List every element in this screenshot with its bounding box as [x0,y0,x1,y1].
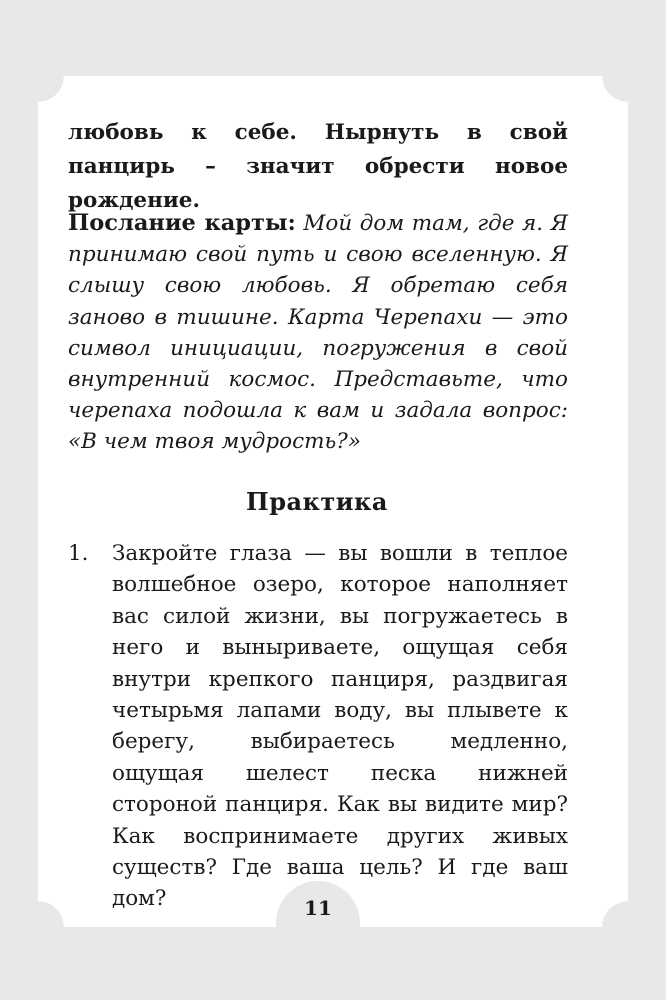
card-message-body: Мой дом там, где я. Я принимаю свой путь и свою вселенную. Я слышу свою любовь. Я обретаю себя заново в тишине. Карта Черепахи — это символ инициации, погружения в свой внутренний космос. Представьте, что черепаха подошла к вам и задала вопрос: «В чем твоя мудрость?» [68,211,568,455]
list-item-number: 1. [68,541,89,566]
page-number: 11 [304,896,332,920]
practice-list [68,538,568,915]
list-item-text: Закройте глаза — вы вошли в теплое волшебное озеро, которое наполняет вас силой жизни, вы погружаетесь в него и выныриваете, ощущая себя внутри крепкого панциря, раздвигая четырьмя лапами воду, вы плывете к берегу, выбираетесь медленно, ощущая шелест песка нижней стороной панциря. Как вы видите мир? Как воспринимаете других живых существ? Где ваша цель? И где ваш дом? [112,541,568,912]
section-title: Практика [246,487,388,516]
page-number-badge [276,881,360,965]
card-message-paragraph [68,208,568,458]
lead-text: любовь к себе. Нырнуть в свой панцирь – значит обрести новое рождение. [68,120,568,213]
card-message-label: Послание карты [68,210,288,236]
card-message-colon: : [287,210,296,236]
list-item [68,538,568,915]
lead-paragraph [68,116,568,218]
